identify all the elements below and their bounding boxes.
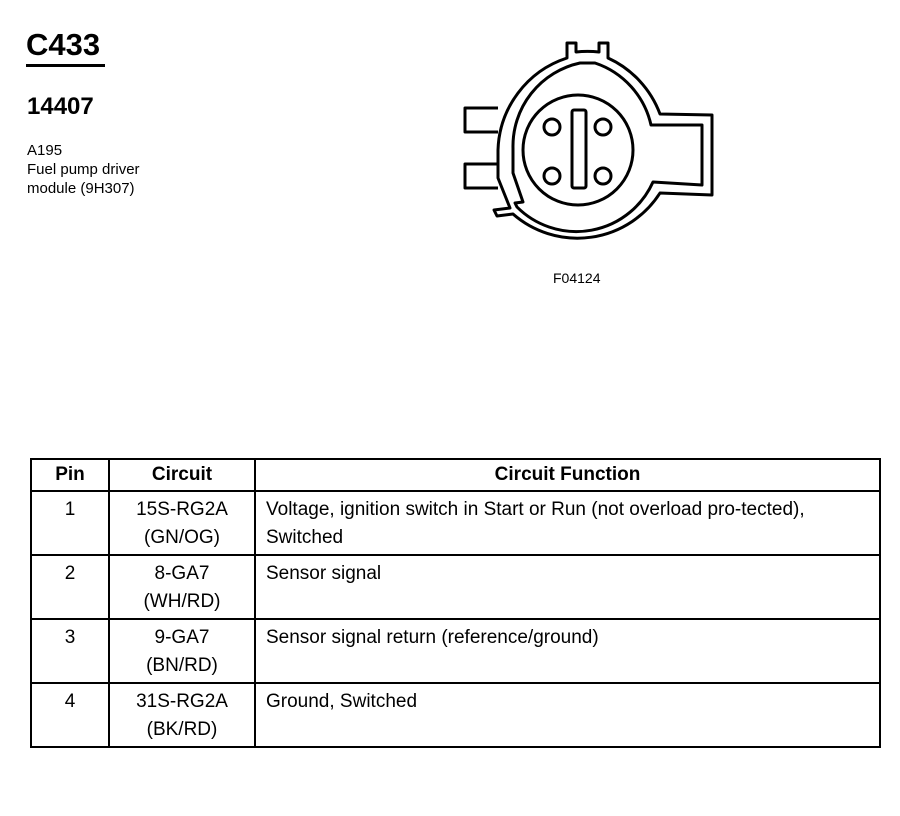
column-header-function: Circuit Function <box>255 459 880 491</box>
function-cell: Sensor signal <box>255 555 880 619</box>
wire-color: (WH/RD) <box>143 591 221 612</box>
left-lower-tab <box>465 164 498 188</box>
circuit-number: 15S-RG2A <box>136 499 228 520</box>
circuit-cell <box>109 619 255 683</box>
circuit-cell <box>109 683 255 747</box>
connector-housing-outline <box>494 43 712 238</box>
circuit-cell <box>109 555 255 619</box>
connector-description <box>27 141 140 198</box>
column-header-pin: Pin <box>31 459 109 491</box>
part-number: 14407 <box>27 93 94 120</box>
pin-icon <box>544 168 560 184</box>
connector-id-underline <box>26 64 105 67</box>
description-line: module (9H307) <box>27 180 135 197</box>
center-blade-icon <box>572 110 586 188</box>
column-header-circuit: Circuit <box>109 459 255 491</box>
left-upper-tab <box>465 108 498 132</box>
pin-table <box>30 458 881 748</box>
pin-icon <box>595 168 611 184</box>
function-cell: Ground, Switched <box>255 683 880 747</box>
description-line: A195 <box>27 142 63 159</box>
connector-id: C433 <box>26 27 101 62</box>
pin-icon <box>595 119 611 135</box>
wire-color: (BN/RD) <box>146 655 218 676</box>
figure-id: F04124 <box>553 270 601 286</box>
table-row <box>31 555 880 619</box>
table-header-row <box>31 459 880 491</box>
table-row <box>31 491 880 555</box>
connector-face-diagram <box>455 30 730 245</box>
wire-color: (BK/RD) <box>146 719 218 740</box>
pin-cell: 2 <box>31 555 109 619</box>
table-row <box>31 683 880 747</box>
function-cell: Sensor signal return (reference/ground) <box>255 619 880 683</box>
table-row <box>31 619 880 683</box>
connector-inner-outline <box>513 63 702 232</box>
wire-color: (GN/OG) <box>144 527 220 548</box>
circuit-number: 9-GA7 <box>154 627 210 648</box>
description-line: Fuel pump driver <box>27 161 140 178</box>
circuit-number: 8-GA7 <box>154 563 210 584</box>
pin-icon <box>544 119 560 135</box>
pin-cell: 1 <box>31 491 109 555</box>
pin-cell: 4 <box>31 683 109 747</box>
function-cell: Voltage, ignition switch in Start or Run (not overload pro-tected), Switched <box>255 491 880 555</box>
pin-cell: 3 <box>31 619 109 683</box>
circuit-number: 31S-RG2A <box>136 691 228 712</box>
circuit-cell <box>109 491 255 555</box>
